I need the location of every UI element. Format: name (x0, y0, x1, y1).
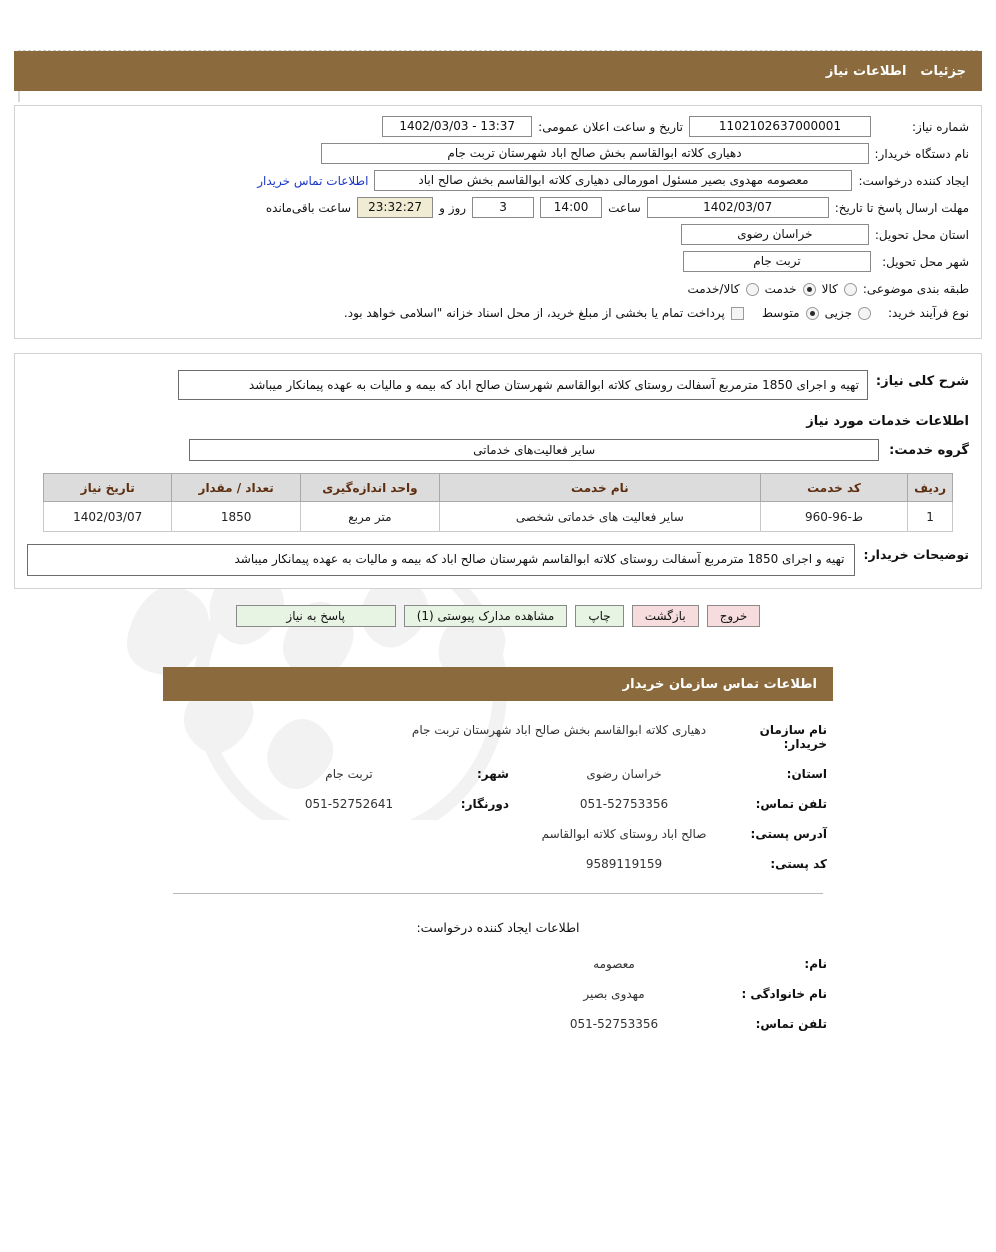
cell-date: 1402/03/07 (44, 502, 172, 532)
print-button[interactable]: چاپ (575, 605, 623, 627)
classification-label-kala: کالا (821, 282, 838, 296)
process-label-motevaset: متوسط (761, 306, 800, 320)
need-number-label: شماره نیاز: (912, 119, 969, 134)
contact-body (163, 701, 833, 1031)
row-requester-name (169, 957, 827, 971)
city-label: شهر محل تحویل: (882, 254, 969, 269)
cell-code: ط-96-960 (760, 502, 907, 532)
services-section-title: اطلاعات خدمات مورد نیاز (806, 414, 969, 429)
row-buyer-note (27, 544, 969, 576)
service-group-field: سایر فعالیت‌های خدماتی (189, 439, 879, 461)
row-province (27, 224, 969, 245)
row-buyer-org (27, 143, 969, 164)
col-qty: تعداد / مقدار (172, 474, 301, 502)
province-field: خراسان رضوی (681, 224, 869, 245)
page-header-bar (14, 51, 982, 91)
deadline-date-field: 1402/03/07 (647, 197, 829, 218)
general-desc-label: شرح کلی نیاز: (875, 374, 969, 389)
province-label: استان محل تحویل: (874, 227, 969, 242)
contact-province-value: خراسان رضوی (586, 767, 662, 781)
classification-option-khedmat[interactable] (765, 282, 816, 296)
requester-family-value: مهدوی بصیر (583, 987, 645, 1001)
radio-kala-khedmat-icon[interactable] (746, 283, 759, 296)
radio-motevaset-icon[interactable] (806, 307, 819, 320)
header-tabs (826, 64, 966, 79)
contact-divider (173, 893, 823, 894)
days-label: روز و (439, 200, 467, 215)
contact-city-label: شهر: (477, 767, 509, 781)
requester-name-value: معصومه (593, 957, 635, 971)
contact-phone-label: تلفن تماس: (755, 797, 827, 811)
buyer-note-label: توضیحات خریدار: (863, 547, 969, 562)
creator-field: معصومه مهدوی بصیر مسئول امورمالی دهیاری کلاته ابوالقاسم بخش صالح اباد (374, 170, 852, 191)
cell-qty: 1850 (172, 502, 301, 532)
view-attachments-button[interactable]: مشاهده مدارک پیوستی (1) (404, 605, 568, 627)
col-date: تاریخ نیاز (44, 474, 172, 502)
contact-phone-value: 051-52753356 (579, 797, 669, 811)
row-requester-phone (169, 1017, 827, 1031)
back-button[interactable]: بازگشت (632, 605, 699, 627)
tab-details[interactable]: جزئیات (920, 63, 966, 79)
row-creator (27, 170, 969, 191)
classification-option-kala[interactable] (822, 282, 857, 296)
contact-fax-value: 051-52752641 (304, 797, 394, 811)
deadline-hour-field: 14:00 (540, 197, 602, 218)
row-classification (27, 282, 969, 296)
treasury-checkbox-icon[interactable] (731, 307, 744, 320)
action-button-bar (14, 605, 982, 627)
contact-org-value: دهیاری کلاته ابوالقاسم بخش صالح اباد شهرستان تربت جام (411, 723, 707, 737)
radio-kala-icon[interactable] (844, 283, 857, 296)
cell-name: سایر فعالیت های خدماتی شخصی (439, 502, 760, 532)
requester-family-label: نام خانوادگی : (741, 987, 827, 1001)
row-contact-org (169, 723, 827, 751)
respond-to-need-button[interactable]: پاسخ به نیاز (236, 605, 396, 627)
general-desc-box: تهیه و اجرای 1850 مترمربع آسفالت روستای کلاته ابوالقاسم شهرستان صالح اباد که بیمه و مالیات به عهده پیمانکار میباشد (178, 370, 868, 400)
contact-header-title: اطلاعات تماس سازمان خریدار (622, 676, 817, 692)
classification-label-kala-khedmat: کالا/خدمت (687, 282, 740, 296)
deadline-label: مهلت ارسال پاسخ تا تاریخ: (834, 200, 969, 215)
radio-jozei-icon[interactable] (858, 307, 871, 320)
requirement-panel (14, 353, 982, 589)
row-contact-phone-fax (169, 797, 827, 811)
col-code: کد خدمت (760, 474, 907, 502)
tab-need-info[interactable]: اطلاعات نیاز (825, 63, 907, 79)
row-deadline (27, 197, 969, 218)
announce-date-field: 1402/03/03 - 13:37 (382, 116, 532, 137)
buyer-contact-section (163, 667, 833, 1031)
classification-label: طبقه بندی موضوعی: (862, 282, 969, 296)
countdown-label: ساعت باقی‌مانده (265, 200, 352, 215)
contact-postal-value: 9589119159 (585, 857, 663, 871)
buyer-note-box: تهیه و اجرای 1850 مترمربع آسفالت روستای کلاته ابوالقاسم شهرستان صالح اباد که بیمه و مالیات به عهده پیمانکار میباشد (27, 544, 855, 576)
contact-header-bar (163, 667, 833, 701)
contact-postal-label: کد پستی: (770, 857, 827, 871)
requester-section-title (169, 920, 827, 935)
buyer-contact-link[interactable]: اطلاعات تماس خریدار (257, 173, 369, 188)
table-row (44, 502, 953, 532)
row-service-group (27, 439, 969, 461)
radio-khedmat-icon[interactable] (803, 283, 816, 296)
requester-phone-label: تلفن تماس: (755, 1017, 827, 1031)
contact-address-label: آدرس پستی: (750, 827, 827, 841)
col-unit: واحد اندازه‌گیری (300, 474, 439, 502)
cell-unit: متر مربع (300, 502, 439, 532)
need-info-panel (14, 105, 982, 339)
need-number-field: 1102102637000001 (689, 116, 871, 137)
row-requester-family (169, 987, 827, 1001)
creator-label: ایجاد کننده درخواست: (858, 173, 969, 188)
remaining-days-field: 3 (472, 197, 534, 218)
buyer-org-label: نام دستگاه خریدار: (874, 146, 969, 161)
row-general-description (27, 370, 969, 400)
row-contact-province-city (169, 767, 827, 781)
treasury-checkbox-label: پرداخت تمام یا بخشی از مبلغ خرید، از محل اسناد خزانه "اسلامی خواهد بود. (343, 306, 725, 320)
process-option-jozei[interactable] (825, 306, 871, 320)
col-name: نام خدمت (439, 474, 760, 502)
contact-address-value: صالح اباد روستای کلاته ابوالقاسم (541, 827, 707, 841)
contact-city-value: تربت جام (325, 767, 373, 781)
countdown-timer: 23:32:27 (357, 197, 433, 218)
hour-label: ساعت (608, 200, 641, 215)
row-process-type (27, 306, 969, 320)
requester-title-text: اطلاعات ایجاد کننده درخواست: (416, 920, 580, 935)
service-group-label: گروه خدمت: (889, 442, 969, 458)
announce-label: تاریخ و ساعت اعلان عمومی: (538, 119, 683, 134)
page-root (0, 51, 996, 1031)
contact-org-label: نام سازمان خریدار: (759, 723, 827, 751)
table-header-row (44, 474, 953, 502)
buyer-org-field: دهیاری کلاته ابوالقاسم بخش صالح اباد شهرستان تربت جام (321, 143, 869, 164)
exit-button[interactable]: خروج (707, 605, 761, 627)
row-city (27, 251, 969, 272)
services-table (43, 473, 953, 532)
process-label: نوع فرآیند خرید: (888, 306, 969, 320)
city-field: تربت جام (683, 251, 871, 272)
classification-label-khedmat: خدمت (764, 282, 797, 296)
treasury-checkbox-group[interactable] (344, 306, 744, 320)
process-label-jozei: جزیی (824, 306, 852, 320)
row-contact-postal (169, 857, 827, 871)
contact-fax-label: دورنگار: (460, 797, 509, 811)
requester-phone-value: 051-52753356 (569, 1017, 659, 1031)
row-contact-address (169, 827, 827, 841)
col-row: ردیف (908, 474, 953, 502)
classification-option-kala-khedmat[interactable] (687, 282, 758, 296)
row-need-number (27, 116, 969, 137)
cell-row: 1 (908, 502, 953, 532)
requester-name-label: نام: (804, 957, 827, 971)
contact-province-label: استان: (786, 767, 827, 781)
process-option-motevaset[interactable] (762, 306, 819, 320)
